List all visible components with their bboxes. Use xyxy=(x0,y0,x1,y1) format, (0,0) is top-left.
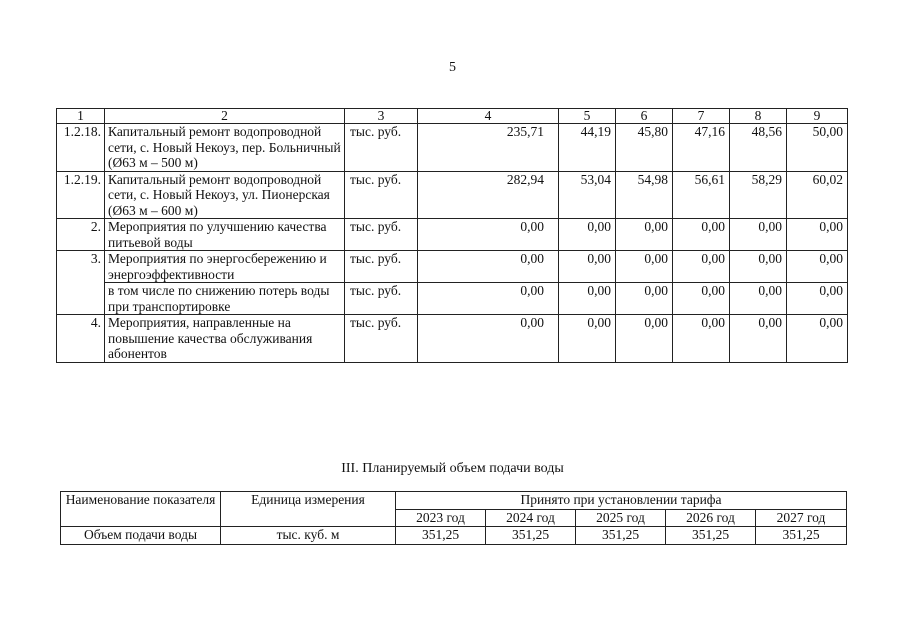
value-cell: 0,00 xyxy=(730,251,787,283)
value-cell: 351,25 xyxy=(396,527,486,545)
table-row xyxy=(57,283,848,315)
row-number xyxy=(57,283,105,315)
value-cell: 0,00 xyxy=(787,315,848,363)
indicator-unit: тыс. куб. м xyxy=(221,527,396,545)
value-cell: 351,25 xyxy=(576,527,666,545)
measure-name: Капитальный ремонт водопроводной сети, с. Новый Некоуз, ул. Пионерская (Ø63 м – 600 м) xyxy=(105,171,345,219)
measure-name: Капитальный ремонт водопроводной сети, с. Новый Некоуз, пер. Больничный (Ø63 м – 500 м) xyxy=(105,124,345,172)
value-cell: 0,00 xyxy=(673,315,730,363)
value-cell: 0,00 xyxy=(559,251,616,283)
section-title: III. Планируемый объем подачи воды xyxy=(341,461,564,476)
unit-cell: тыс. руб. xyxy=(345,283,418,315)
value-cell: 351,25 xyxy=(666,527,756,545)
year-header: 2027 год xyxy=(756,509,847,527)
year-header: 2026 год xyxy=(666,509,756,527)
row-number: 4. xyxy=(57,315,105,363)
value-cell: 351,25 xyxy=(486,527,576,545)
value-cell: 0,00 xyxy=(673,283,730,315)
value-cell: 282,94 xyxy=(418,171,559,219)
column-header: 8 xyxy=(730,109,787,124)
value-cell: 48,56 xyxy=(730,124,787,172)
value-cell: 0,00 xyxy=(418,251,559,283)
table-row xyxy=(57,171,848,219)
indicator-name: Объем подачи воды xyxy=(61,527,221,545)
table-row xyxy=(57,219,848,251)
year-header: 2025 год xyxy=(576,509,666,527)
measure-name: в том числе по снижению потерь воды при транспортировке xyxy=(105,283,345,315)
table-row xyxy=(57,251,848,283)
value-cell: 53,04 xyxy=(559,171,616,219)
value-cell: 0,00 xyxy=(559,315,616,363)
column-header: 4 xyxy=(418,109,559,124)
row-number: 1.2.19. xyxy=(57,171,105,219)
value-cell: 235,71 xyxy=(418,124,559,172)
value-cell: 0,00 xyxy=(730,283,787,315)
column-header: 1 xyxy=(57,109,105,124)
table-row xyxy=(57,315,848,363)
value-cell: 60,02 xyxy=(787,171,848,219)
value-cell: 56,61 xyxy=(673,171,730,219)
value-cell: 0,00 xyxy=(730,219,787,251)
water-supply-table xyxy=(60,491,847,545)
value-cell: 44,19 xyxy=(559,124,616,172)
unit-cell: тыс. руб. xyxy=(345,315,418,363)
table-header-row xyxy=(57,109,848,124)
value-cell: 0,00 xyxy=(787,251,848,283)
value-cell: 0,00 xyxy=(616,315,673,363)
table-header-row xyxy=(61,492,847,510)
value-cell: 0,00 xyxy=(616,219,673,251)
column-header: 2 xyxy=(105,109,345,124)
value-cell: 0,00 xyxy=(787,283,848,315)
column-header: 5 xyxy=(559,109,616,124)
value-cell: 0,00 xyxy=(787,219,848,251)
unit-cell: тыс. руб. xyxy=(345,124,418,172)
value-cell: 0,00 xyxy=(559,283,616,315)
value-cell: 0,00 xyxy=(673,219,730,251)
column-header: 3 xyxy=(345,109,418,124)
page-number: 5 xyxy=(449,60,456,75)
tariff-group-header: Принято при установлении тарифа xyxy=(396,492,847,510)
value-cell: 0,00 xyxy=(673,251,730,283)
value-cell: 47,16 xyxy=(673,124,730,172)
unit-header: Единица измерения xyxy=(221,492,396,527)
table-row xyxy=(61,527,847,545)
indicator-header: Наименование показателя xyxy=(61,492,221,527)
measure-name: Мероприятия, направленные на повышение качества обслуживания абонентов xyxy=(105,315,345,363)
value-cell: 0,00 xyxy=(418,219,559,251)
table-row xyxy=(57,124,848,172)
value-cell: 50,00 xyxy=(787,124,848,172)
value-cell: 0,00 xyxy=(418,283,559,315)
value-cell: 45,80 xyxy=(616,124,673,172)
unit-cell: тыс. руб. xyxy=(345,171,418,219)
row-number: 2. xyxy=(57,219,105,251)
column-header: 9 xyxy=(787,109,848,124)
investment-table xyxy=(56,108,848,363)
measure-name: Мероприятия по улучшению качества питьевой воды xyxy=(105,219,345,251)
value-cell: 0,00 xyxy=(616,251,673,283)
year-header: 2024 год xyxy=(486,509,576,527)
row-number: 3. xyxy=(57,251,105,283)
year-header: 2023 год xyxy=(396,509,486,527)
row-number: 1.2.18. xyxy=(57,124,105,172)
value-cell: 0,00 xyxy=(616,283,673,315)
value-cell: 54,98 xyxy=(616,171,673,219)
value-cell: 58,29 xyxy=(730,171,787,219)
value-cell: 0,00 xyxy=(418,315,559,363)
unit-cell: тыс. руб. xyxy=(345,219,418,251)
value-cell: 0,00 xyxy=(559,219,616,251)
measure-name: Мероприятия по энергосбережению и энергоэффективности xyxy=(105,251,345,283)
value-cell: 0,00 xyxy=(730,315,787,363)
column-header: 6 xyxy=(616,109,673,124)
value-cell: 351,25 xyxy=(756,527,847,545)
unit-cell: тыс. руб. xyxy=(345,251,418,283)
column-header: 7 xyxy=(673,109,730,124)
